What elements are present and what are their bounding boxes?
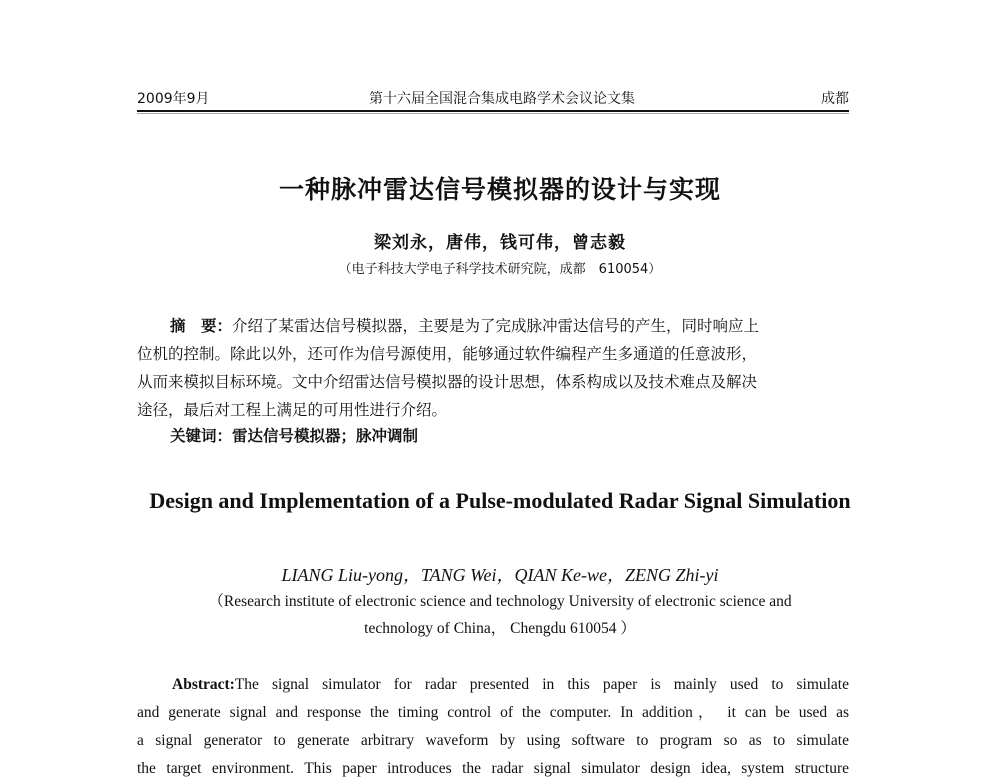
chinese-authors: 梁刘永，唐伟，钱可伟，曾志毅	[374, 233, 626, 253]
chinese-keywords	[170, 424, 418, 446]
english-abstract-line: the target environment. This paper introduces the radar signal simulator design idea, system structure	[137, 760, 849, 777]
header-rule-shadow	[137, 113, 849, 114]
running-header	[137, 88, 849, 110]
chinese-abstract-line: 摘 要：介绍了某雷达信号模拟器，主要是为了完成脉冲雷达信号的产生，同时响应上	[170, 317, 760, 335]
header-date: 2009年9月	[137, 91, 210, 107]
chinese-abstract-line: 途径，最后对工程上满足的可用性进行介绍。	[137, 401, 448, 419]
chinese-abstract-line: 位机的控制。除此以外，还可作为信号源使用，能够通过软件编程产生多通道的任意波形，	[137, 345, 758, 363]
header-rule	[137, 110, 849, 112]
english-abstract-line: Abstract:The signal simulator for radar presented in this paper is mainly used to simulate	[172, 676, 849, 693]
english-affiliation	[0, 588, 1000, 642]
english-affiliation-line: technology of China， Chengdu 610054 ）	[364, 620, 636, 637]
english-authors: LIANG Liu-yong，TANG Wei，QIAN Ke-we，ZENG Zhi-yi	[281, 565, 719, 585]
chinese-keywords-value: 雷达信号模拟器；脉冲调制	[232, 427, 419, 445]
english-title: Design and Implementation of a Pulse-modulated Radar Signal Simulation	[149, 488, 851, 513]
chinese-abstract	[137, 312, 849, 424]
chinese-affiliation: （电子科技大学电子科学技术研究院，成都 610054）	[338, 262, 662, 277]
english-abstract-label: Abstract:	[172, 676, 235, 693]
chinese-abstract-line: 从而来模拟目标环境。文中介绍雷达信号模拟器的设计思想，体系构成以及技术难点及解决	[137, 373, 758, 391]
chinese-abstract-label: 摘 要：	[170, 317, 233, 335]
english-abstract	[137, 671, 849, 783]
english-affiliation-line: （Research institute of electronic science and technology University of electronic science and	[208, 593, 792, 610]
english-abstract-line: and generate signal and response the timing control of the computer. In addition， it can be used as	[137, 704, 849, 721]
header-location: 成都	[821, 91, 849, 107]
chinese-title: 一种脉冲雷达信号模拟器的设计与实现	[278, 175, 721, 204]
header-proceedings-title: 第十六届全国混合集成电路学术会议论文集	[369, 91, 635, 107]
english-abstract-line: a signal generator to generate arbitrary waveform by using software to program so as to simulate	[137, 732, 849, 749]
chinese-keywords-label: 关键词：	[170, 427, 233, 445]
